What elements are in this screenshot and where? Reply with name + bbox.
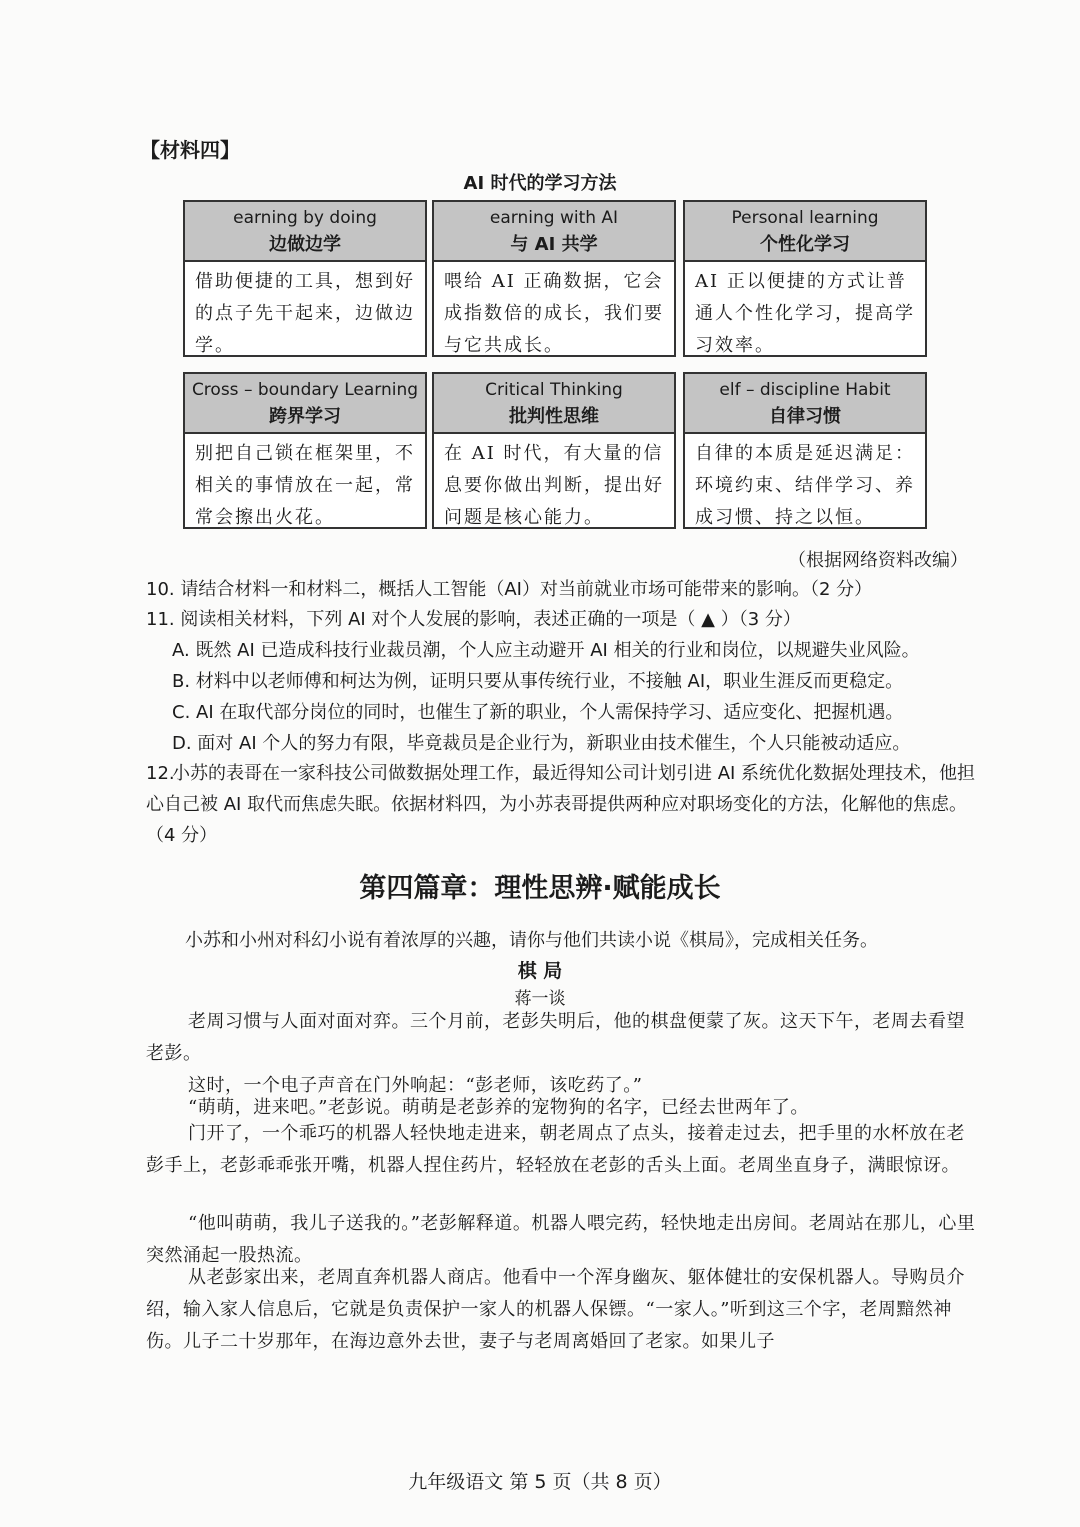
option-c: C. AI 在取代部分岗位的同时，也催生了新的职业，个人需保持学习、适应变化、把握机遇。 [172,702,904,723]
option-a: A. 既然 AI 已造成科技行业裁员潮，个人应主动避开 AI 相关的行业和岗位，以规避失业风险。 [172,640,920,661]
question-11: 11. 阅读相关材料，下列 AI 对个人发展的影响，表述正确的一项是（ ▲ ）（3 分） [146,609,801,630]
card-learning-by-doing [183,200,427,357]
card-chinese-title: 批判性思维 [509,406,599,427]
page-footer: 九年级语文 第 5 页（共 8 页） [408,1471,672,1493]
card-personal-learning [683,200,927,357]
card-header [185,202,425,262]
card-body: 在 AI 时代，有大量的信息要你做出判断，提出好问题是核心能力。 [444,443,664,528]
option-b: B. 材料中以老师傅和柯达为例，证明只要从事传统行业，不接触 AI，职业生涯反而更稳定。 [172,671,904,692]
option-d: D. 面对 AI 个人的努力有限，毕竟裁员是企业行为，新职业由技术催生，个人只能被动适应。 [172,733,911,754]
question-number: 12. [146,763,175,784]
chapter-title: 第四篇章：理性思辨·赋能成长 [359,873,721,904]
card-header [685,202,925,262]
card-english-title: earning with AI [489,208,619,228]
card-body: 喂给 AI 正确数据，它会成指数倍的成长，我们要与它共成长。 [444,271,664,356]
card-english-title: earning by doing [233,208,377,228]
question-12-text: 小苏的表哥在一家科技公司做数据处理工作，最近得知公司计划引进 AI 系统优化数据处理技术，他担心自己被 AI 取代而焦虑失眠。依据材料四，为小苏表哥提供两种应对职场变化的方法，化解他的焦虑。（4 分） [146,763,976,846]
card-header [434,374,674,434]
card-body: 借助便捷的工具，想到好的点子先干起来，边做边学。 [195,271,415,356]
card-cross-boundary [183,372,427,529]
card-english-title: Personal learning [731,208,879,228]
question-10: 10. 请结合材料一和材料二，概括人工智能（AI）对当前就业市场可能带来的影响。（2 分） [146,579,873,600]
paragraph: “他叫萌萌，我儿子送我的。”老彭解释道。机器人喂完药，轻快地走出房间。老周站在那儿，心里突然涌起一股热流。 [146,1213,976,1266]
card-chinese-title: 与 AI 共学 [510,234,598,255]
figure-title: AI 时代的学习方法 [463,173,617,194]
card-header [685,374,925,434]
card-critical-thinking [432,372,676,529]
card-header [434,202,674,262]
paragraph: 这时，一个电子声音在门外响起：“彭老师，该吃药了。” [188,1075,643,1096]
source-note: （根据网络资料改编） [788,550,968,571]
card-chinese-title: 跨界学习 [269,406,341,427]
card-chinese-title: 边做边学 [269,234,341,255]
card-english-title: elf – discipline Habit [719,380,891,400]
story-title: 棋 局 [517,960,563,982]
card-learning-with-ai [432,200,676,357]
card-header [185,374,425,434]
paragraph: “萌萌，进来吧。”老彭说。萌萌是老彭养的宠物狗的名字，已经去世两年了。 [188,1097,809,1118]
card-self-discipline [683,372,927,529]
card-chinese-title: 自律习惯 [769,406,841,427]
question-12 [146,758,976,851]
material-label: 【材料四】 [140,138,240,162]
paragraph: 从老彭家出来，老周直奔机器人商店。他看中一个浑身幽灰、躯体健壮的安保机器人。导购员介绍，输入家人信息后，它就是负责保护一家人的机器人保镖。“一家人。”听到这三个字，老周黯然神伤。儿子二十岁那年，在海边意外去世，妻子与老周离婚回了老家。如果儿子 [146,1267,965,1352]
card-english-title: Critical Thinking [485,380,623,400]
reading-intro: 小苏和小州对科幻小说有着浓厚的兴趣，请你与他们共读小说《棋局》，完成相关任务。 [185,930,878,951]
paragraph: 门开了，一个乖巧的机器人轻快地走进来，朝老周点了点头，接着走过去，把手里的水杯放在老彭手上，老彭乖乖张开嘴，机器人捏住药片，轻轻放在老彭的舌头上面。老周坐直身子，满眼惊讶。 [146,1123,965,1176]
story-author: 蒋一谈 [514,989,566,1009]
card-body: 别把自己锁在框架里，不相关的事情放在一起，常常会擦出火花。 [195,443,415,528]
card-english-title: Cross – boundary Learning [191,380,419,400]
card-chinese-title: 个性化学习 [760,234,850,255]
card-body: AI 正以便捷的方式让普通人个性化学习，提高学习效率。 [695,271,915,356]
paragraph: 老周习惯与人面对面对弈。三个月前，老彭失明后，他的棋盘便蒙了灰。这天下午，老周去看望老彭。 [146,1011,965,1064]
card-body: 自律的本质是延迟满足：环境约束、结伴学习、养成习惯、持之以恒。 [695,443,915,528]
